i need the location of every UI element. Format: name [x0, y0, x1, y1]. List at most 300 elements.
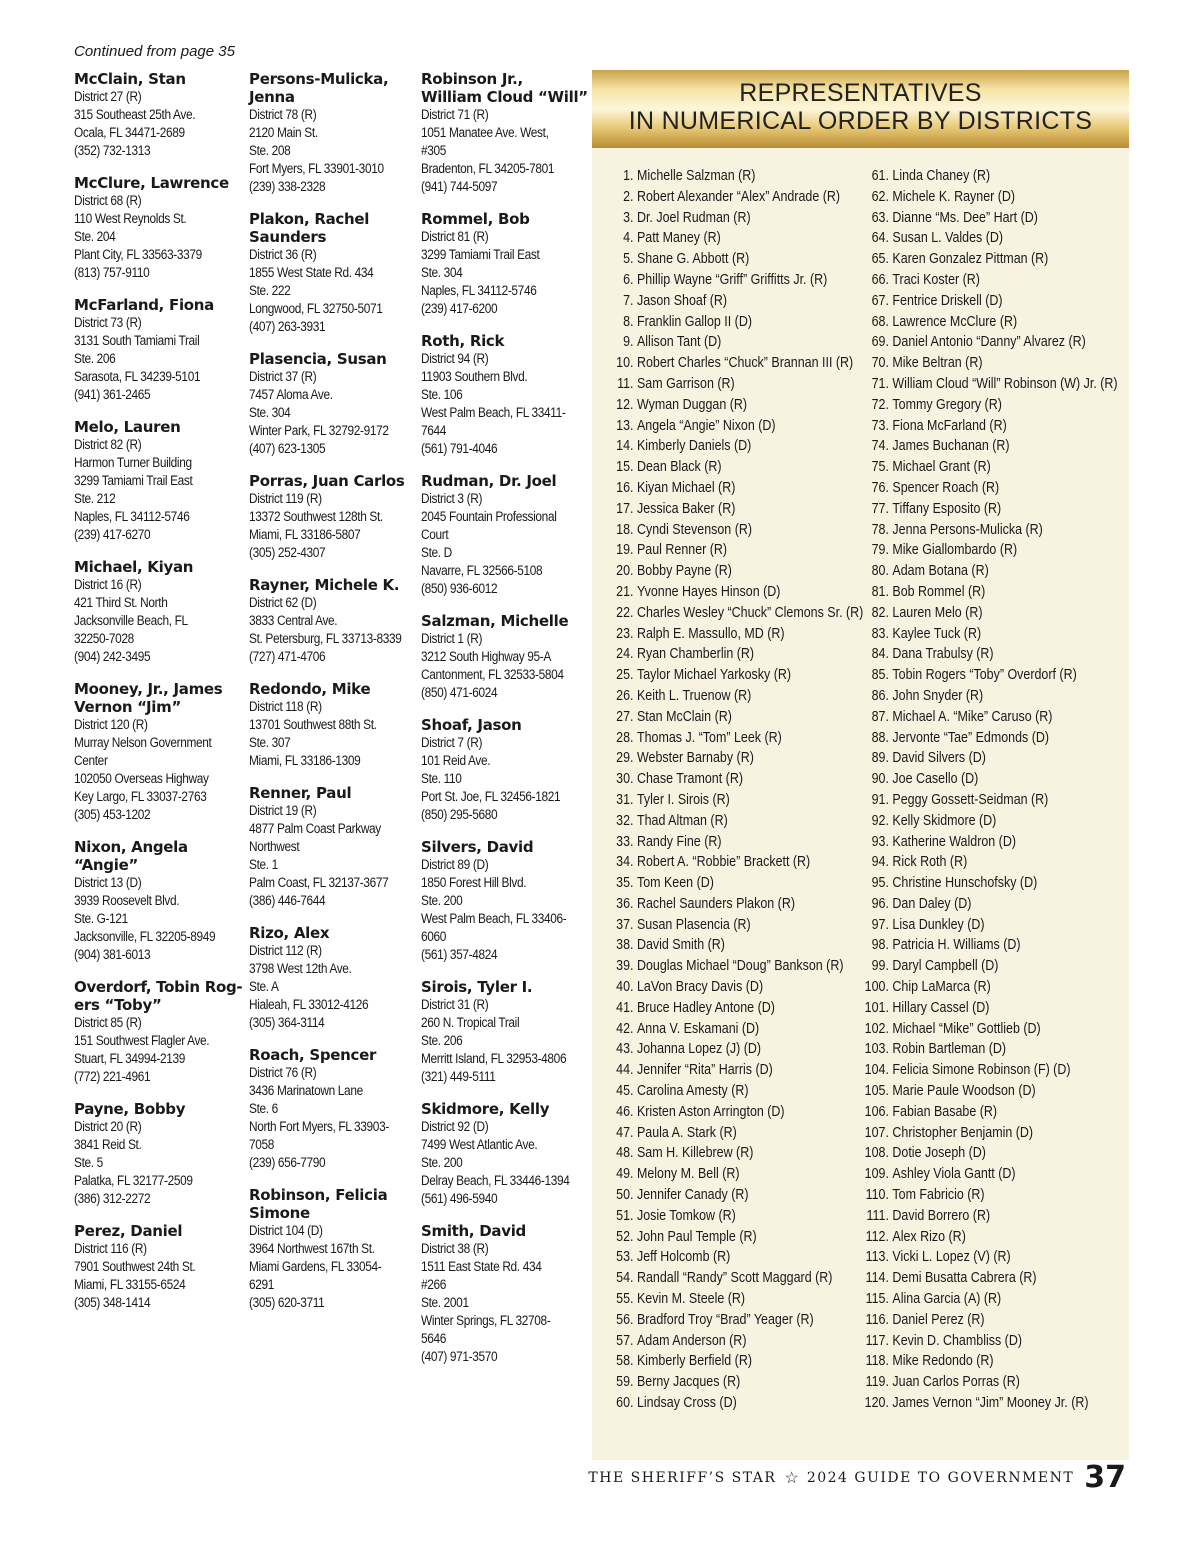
- member-contact-line: (727) 471-4706: [249, 649, 326, 664]
- rep-name: Lisa Dunkley (D): [892, 916, 985, 933]
- district-number: 94.: [871, 854, 889, 871]
- district-number: 30.: [616, 771, 634, 788]
- rep-name: Kelly Skidmore (D): [892, 812, 997, 829]
- district-number: 78.: [871, 521, 889, 538]
- rep-name: Dianne “Ms. Dee” Hart (D): [892, 209, 1038, 226]
- rep-name: Franklin Gallop II (D): [636, 313, 752, 330]
- rep-name: Mike Beltran (R): [892, 355, 983, 372]
- rep-list-item: [858, 644, 1118, 665]
- district-number: 103.: [864, 1041, 889, 1058]
- publication-name: THE SHERIFF’S STAR: [588, 1469, 777, 1486]
- member-contact-line: (813) 757-9110: [74, 265, 150, 280]
- member-contact-line: Jacksonville, FL 32205-8949: [74, 929, 216, 944]
- rep-name: Chip LaMarca (R): [892, 979, 991, 996]
- district-number: 84.: [871, 646, 889, 663]
- member-contact-line: Ste. 204: [74, 229, 116, 244]
- rep-list-item: [858, 935, 1118, 956]
- rep-list-item: [606, 416, 863, 437]
- rep-name: Tyler I. Sirois (R): [636, 791, 730, 808]
- member-contact-line: Miami Gardens, FL 33054-: [249, 1259, 382, 1274]
- member-contact-line: 7058: [249, 1137, 275, 1152]
- rep-name: Bruce Hadley Antone (D): [636, 999, 775, 1016]
- rep-list-item: [858, 478, 1118, 499]
- rep-name: Daniel Perez (R): [892, 1311, 985, 1328]
- member-contact-line: Ste. 304: [249, 405, 291, 420]
- district-number: 93.: [871, 833, 889, 850]
- member-contact-line: 3131 South Tamiami Trail: [74, 333, 200, 348]
- rep-name: Alex Rizo (R): [892, 1228, 966, 1245]
- rep-name: Angela “Angie” Nixon (D): [636, 417, 776, 434]
- member-district: District 92 (D): [421, 1119, 489, 1134]
- member-name: Roach, Spencer: [249, 1046, 377, 1064]
- member-contact-line: 6291: [249, 1277, 275, 1292]
- rep-list-item: [606, 1123, 863, 1144]
- rep-list-item: [858, 894, 1118, 915]
- district-number: 81.: [871, 583, 889, 600]
- member-contact-line: 102050 Overseas Highway: [74, 771, 209, 786]
- district-number: 115.: [865, 1291, 889, 1308]
- directory-entry: [421, 978, 591, 1086]
- district-number: 106.: [864, 1103, 889, 1120]
- member-contact-line: (239) 656-7790: [249, 1155, 326, 1170]
- member-district: District 81 (R): [421, 229, 489, 244]
- member-contact-line: (850) 471-6024: [421, 685, 498, 700]
- district-number: 20.: [616, 563, 634, 580]
- member-contact-line: Ste. 200: [421, 893, 463, 908]
- district-number: 99.: [871, 958, 889, 975]
- district-number: 101.: [864, 999, 889, 1016]
- district-number: 10.: [616, 355, 634, 372]
- rep-name: Wyman Duggan (R): [636, 396, 748, 413]
- district-number: 92.: [871, 812, 889, 829]
- district-number: 28.: [616, 729, 634, 746]
- rep-list-item: [858, 1164, 1118, 1185]
- rep-name: Charles Wesley “Chuck” Clemons Sr. (R): [636, 604, 864, 621]
- rep-list-item: [858, 1310, 1118, 1331]
- district-number: 119.: [865, 1374, 889, 1391]
- rep-name: Phillip Wayne “Griff” Griffitts Jr. (R): [636, 271, 828, 288]
- district-number: 97.: [871, 916, 889, 933]
- rep-list-item: [606, 998, 863, 1019]
- rep-name: Douglas Michael “Doug” Bankson (R): [636, 958, 844, 975]
- district-number: 32.: [616, 812, 634, 829]
- member-contact-line: Plant City, FL 33563-3379: [74, 247, 202, 262]
- directory-entry: [249, 210, 419, 336]
- district-number: 102.: [864, 1020, 889, 1037]
- member-contact-line: Longwood, FL 32750-5071: [249, 301, 383, 316]
- rep-name: Patricia H. Williams (D): [892, 937, 1021, 954]
- member-district: District 36 (R): [249, 247, 317, 262]
- panel-header: [592, 70, 1129, 148]
- rep-list-item: [858, 312, 1118, 333]
- district-number: 73.: [871, 417, 889, 434]
- member-contact-line: 6060: [421, 929, 447, 944]
- member-contact-line: 1855 West State Rd. 434: [249, 265, 374, 280]
- district-number: 46.: [616, 1103, 634, 1120]
- directory-entry: [421, 332, 591, 458]
- rep-name: Spencer Roach (R): [892, 479, 1000, 496]
- member-name: Nixon, Angela: [74, 838, 188, 856]
- rep-name: Keith L. Truenow (R): [636, 687, 752, 704]
- rep-list-item: [606, 1227, 863, 1248]
- rep-name: Marie Paule Woodson (D): [892, 1083, 1036, 1100]
- rep-name: Randy Fine (R): [636, 833, 722, 850]
- rep-list-item: [858, 540, 1118, 561]
- district-number: 9.: [623, 334, 634, 351]
- directory-entry: [421, 1222, 591, 1366]
- member-contact-line: (305) 453-1202: [74, 807, 151, 822]
- district-number: 56.: [616, 1311, 634, 1328]
- rep-list-item: [606, 374, 863, 395]
- member-contact-line: West Palm Beach, FL 33406-: [421, 911, 567, 926]
- member-contact-line: Ste. 208: [249, 143, 291, 158]
- rep-list-item: [858, 1372, 1118, 1393]
- rep-name: LaVon Bracy Davis (D): [636, 979, 764, 996]
- rep-name: Bradford Troy “Brad” Yeager (R): [636, 1311, 814, 1328]
- member-contact-line: West Palm Beach, FL 33411-: [421, 405, 566, 420]
- rep-list-item: [606, 187, 863, 208]
- member-name: Plasencia, Susan: [249, 350, 387, 368]
- member-name: Porras, Juan Carlos: [249, 472, 405, 490]
- district-number: 49.: [616, 1166, 634, 1183]
- rep-list-item: [858, 1227, 1118, 1248]
- member-contact-line: (386) 446-7644: [249, 893, 326, 908]
- district-number: 13.: [616, 417, 634, 434]
- rep-name: Lauren Melo (R): [892, 604, 983, 621]
- rep-list-item: [606, 624, 863, 645]
- rep-list-item: [858, 998, 1118, 1019]
- member-contact-line: (407) 623-1305: [249, 441, 326, 456]
- guide-title: 2024 GUIDE TO GOVERNMENT: [806, 1469, 1075, 1486]
- member-contact-line: 3212 South Highway 95-A: [421, 649, 551, 664]
- rep-list-item: [606, 1289, 863, 1310]
- district-number: 36.: [616, 895, 634, 912]
- member-district: District 19 (R): [249, 803, 317, 818]
- rep-name: John Paul Temple (R): [636, 1228, 757, 1245]
- member-contact-line: Winter Springs, FL 32708-: [421, 1313, 551, 1328]
- member-contact-line: Palatka, FL 32177-2509: [74, 1173, 193, 1188]
- district-number: 47.: [616, 1124, 634, 1141]
- member-name: William Cloud “Will”: [421, 88, 588, 106]
- member-contact-line: Merritt Island, FL 32953-4806: [421, 1051, 567, 1066]
- district-number: 50.: [616, 1187, 634, 1204]
- district-number: 111.: [866, 1207, 889, 1224]
- member-name: Vernon “Jim”: [74, 698, 182, 716]
- district-number: 44.: [616, 1062, 634, 1079]
- rep-name: Adam Botana (R): [892, 563, 989, 580]
- rep-name: Stan McClain (R): [636, 708, 732, 725]
- directory-entry: [74, 838, 244, 964]
- rep-name: Tobin Rogers “Toby” Overdorf (R): [892, 667, 1077, 684]
- rep-name: Cyndi Stevenson (R): [636, 521, 753, 538]
- rep-list-item: [606, 1247, 863, 1268]
- district-number: 76.: [871, 479, 889, 496]
- rep-name: Mike Giallombardo (R): [892, 542, 1018, 559]
- rep-list-right: [858, 166, 1160, 1414]
- rep-list-item: [858, 956, 1118, 977]
- rep-list-item: [606, 728, 863, 749]
- member-contact-line: Ocala, FL 34471-2689: [74, 125, 185, 140]
- directory-entry: [421, 70, 591, 196]
- member-contact-line: (561) 791-4046: [421, 441, 498, 456]
- member-contact-line: 1051 Manatee Ave. West,: [421, 125, 549, 140]
- district-number: 66.: [871, 271, 889, 288]
- member-contact-line: Miami, FL 33155-6524: [74, 1277, 186, 1292]
- member-name: Skidmore, Kelly: [421, 1100, 550, 1118]
- rep-list-item: [858, 1289, 1118, 1310]
- rep-name: Chase Tramont (R): [636, 771, 743, 788]
- directory-column-1: [74, 70, 244, 1326]
- directory-entry: [249, 350, 419, 458]
- rep-list-item: [858, 769, 1118, 790]
- rep-name: Katherine Waldron (D): [892, 833, 1016, 850]
- district-number: 120.: [864, 1395, 889, 1412]
- rep-list-item: [606, 1310, 863, 1331]
- district-number: 80.: [871, 563, 889, 580]
- district-number: 61.: [871, 168, 889, 184]
- district-number: 96.: [871, 895, 889, 912]
- rep-name: Bobby Payne (R): [636, 563, 732, 580]
- rep-list-item: [858, 395, 1118, 416]
- member-contact-line: (239) 417-6270: [74, 527, 151, 542]
- member-district: District 78 (R): [249, 107, 317, 122]
- rep-list-item: [606, 852, 863, 873]
- member-district: District 7 (R): [421, 735, 483, 750]
- district-number: 67.: [871, 292, 889, 309]
- member-contact-line: Ste. 5: [74, 1155, 103, 1170]
- rep-list-item: [858, 1143, 1118, 1164]
- member-contact-line: (407) 971-3570: [421, 1349, 498, 1364]
- member-contact-line: Ste. D: [421, 545, 452, 560]
- rep-name: David Smith (R): [636, 937, 725, 954]
- district-number: 90.: [871, 771, 889, 788]
- district-number: 19.: [616, 542, 634, 559]
- rep-name: Demi Busatta Cabrera (R): [892, 1270, 1037, 1287]
- member-contact-line: (321) 449-5111: [421, 1069, 496, 1084]
- district-number: 69.: [871, 334, 889, 351]
- rep-list-item: [858, 624, 1118, 645]
- district-number: 17.: [616, 500, 634, 517]
- member-contact-line: (305) 364-3114: [249, 1015, 325, 1030]
- member-contact-line: (305) 252-4307: [249, 545, 326, 560]
- rep-name: Lawrence McClure (R): [892, 313, 1018, 330]
- member-district: District 76 (R): [249, 1065, 317, 1080]
- member-contact-line: (239) 417-6200: [421, 301, 498, 316]
- rep-list-item: [858, 582, 1118, 603]
- rep-list-item: [606, 1081, 863, 1102]
- rep-name: Tom Keen (D): [636, 875, 714, 892]
- rep-list-item: [858, 1268, 1118, 1289]
- rep-list-item: [858, 686, 1118, 707]
- member-name: Shoaf, Jason: [421, 716, 522, 734]
- member-contact-line: Navarre, FL 32566-5108: [421, 563, 543, 578]
- rep-name: Dotie Joseph (D): [892, 1145, 986, 1162]
- member-contact-line: (305) 348-1414: [74, 1295, 151, 1310]
- rep-name: Patt Maney (R): [636, 230, 721, 247]
- rep-list-item: [606, 353, 863, 374]
- rep-list-item: [606, 166, 863, 187]
- rep-name: Dana Trabulsy (R): [892, 646, 994, 663]
- rep-list-item: [606, 811, 863, 832]
- member-contact-line: 7901 Southwest 24th St.: [74, 1259, 196, 1274]
- rep-list-item: [606, 686, 863, 707]
- directory-entry: [74, 558, 244, 666]
- district-number: 7.: [623, 292, 634, 309]
- rep-list-item: [858, 1331, 1118, 1352]
- member-name: Perez, Daniel: [74, 1222, 183, 1240]
- rep-name: Dr. Joel Rudman (R): [636, 209, 751, 226]
- member-contact-line: Murray Nelson Government: [74, 735, 212, 750]
- member-contact-line: Delray Beach, FL 33446-1394: [421, 1173, 570, 1188]
- rep-name: Jeff Holcomb (R): [636, 1249, 731, 1266]
- rep-name: James Vernon “Jim” Mooney Jr. (R): [892, 1395, 1089, 1412]
- rep-name: Carolina Amesty (R): [636, 1083, 749, 1100]
- member-contact-line: Sarasota, FL 34239-5101: [74, 369, 201, 384]
- member-name: Plakon, Rachel: [249, 210, 370, 228]
- rep-list-item: [606, 478, 863, 499]
- rep-list-item: [858, 1393, 1118, 1414]
- directory-entry: [421, 210, 591, 318]
- rep-name: Michael “Mike” Gottlieb (D): [892, 1020, 1041, 1037]
- member-contact-line: Hialeah, FL 33012-4126: [249, 997, 369, 1012]
- member-contact-line: (239) 338-2328: [249, 179, 326, 194]
- rep-name: Sam Garrison (R): [636, 375, 735, 392]
- rep-name: Taylor Michael Yarkosky (R): [636, 667, 792, 684]
- rep-list-item: [606, 1143, 863, 1164]
- member-contact-line: Ste. 212: [74, 491, 116, 506]
- rep-name: Susan Plasencia (R): [636, 916, 751, 933]
- member-contact-line: #305: [421, 143, 447, 158]
- member-contact-line: 2045 Fountain Professional: [421, 509, 557, 524]
- member-contact-line: Court: [421, 527, 449, 542]
- directory-entry: [249, 472, 419, 562]
- district-number: 27.: [616, 708, 634, 725]
- rep-name: Rick Roth (R): [892, 854, 968, 871]
- rep-list-item: [606, 457, 863, 478]
- district-number: 12.: [616, 396, 634, 413]
- rep-list-item: [606, 1102, 863, 1123]
- directory-entry: [249, 576, 419, 666]
- star-icon: ☆: [784, 1468, 799, 1487]
- rep-list-item: [606, 977, 863, 998]
- member-district: District 62 (D): [249, 595, 317, 610]
- member-contact-line: 3841 Reid St.: [74, 1137, 142, 1152]
- rep-name: Lindsay Cross (D): [636, 1395, 737, 1412]
- directory-entry: [249, 1046, 419, 1172]
- rep-list-item: [858, 1102, 1118, 1123]
- member-contact-line: Ste. 206: [421, 1033, 463, 1048]
- member-district: District 3 (R): [421, 491, 483, 506]
- district-number: 72.: [871, 396, 889, 413]
- district-number: 75.: [871, 459, 889, 476]
- member-name: Payne, Bobby: [74, 1100, 186, 1118]
- district-number: 25.: [616, 667, 634, 684]
- rep-name: Kristen Aston Arrington (D): [636, 1103, 785, 1120]
- rep-list-item: [606, 561, 863, 582]
- district-number: 62.: [871, 188, 889, 205]
- directory-entry: [74, 296, 244, 404]
- rep-name: William Cloud “Will” Robinson (W) Jr. (R): [892, 375, 1118, 392]
- member-contact-line: 7499 West Atlantic Ave.: [421, 1137, 538, 1152]
- rep-list-item: [606, 228, 863, 249]
- directory-entry: [74, 418, 244, 544]
- directory-entry: [249, 1186, 419, 1312]
- member-name: Jenna: [249, 88, 295, 106]
- rep-list-item: [858, 811, 1118, 832]
- member-contact-line: 3436 Marinatown Lane: [249, 1083, 363, 1098]
- rep-list-item: [606, 665, 863, 686]
- rep-name: Rachel Saunders Plakon (R): [636, 895, 795, 912]
- rep-name: Vicki L. Lopez (V) (R): [892, 1249, 1011, 1266]
- panel-title-line-1: REPRESENTATIVES: [739, 79, 982, 107]
- rep-list-item: [858, 707, 1118, 728]
- district-number: 59.: [616, 1374, 634, 1391]
- district-number: 14.: [616, 438, 634, 455]
- rep-name: Kevin D. Chambliss (D): [892, 1332, 1022, 1349]
- directory-entry: [74, 174, 244, 282]
- directory-entry: [421, 612, 591, 702]
- rep-list-item: [858, 249, 1118, 270]
- member-contact-line: 260 N. Tropical Trail: [421, 1015, 520, 1030]
- rep-name: Jenna Persons-Mulicka (R): [892, 521, 1043, 538]
- member-contact-line: Center: [74, 753, 108, 768]
- rep-name: Webster Barnaby (R): [636, 750, 754, 767]
- member-contact-line: (941) 744-5097: [421, 179, 498, 194]
- rep-name: Paul Renner (R): [636, 542, 728, 559]
- member-contact-line: 4877 Palm Coast Parkway: [249, 821, 381, 836]
- rep-name: Jervonte “Tae” Edmonds (D): [892, 729, 1050, 746]
- directory-entry: [249, 924, 419, 1032]
- rep-name: Christine Hunschofsky (D): [892, 875, 1038, 892]
- district-number: 15.: [616, 459, 634, 476]
- district-number: 77.: [871, 500, 889, 517]
- rep-list-item: [858, 1019, 1118, 1040]
- member-district: District 71 (R): [421, 107, 489, 122]
- rep-list-item: [858, 291, 1118, 312]
- member-contact-line: St. Petersburg, FL 33713-8339: [249, 631, 402, 646]
- directory-entry: [74, 978, 244, 1086]
- rep-name: Jason Shoaf (R): [636, 292, 728, 309]
- member-district: District 94 (R): [421, 351, 489, 366]
- rep-name: Robert A. “Robbie” Brackett (R): [636, 854, 811, 871]
- member-contact-line: (561) 496-5940: [421, 1191, 498, 1206]
- rep-list-item: [606, 582, 863, 603]
- member-contact-line: Stuart, FL 34994-2139: [74, 1051, 186, 1066]
- district-number: 22.: [616, 604, 634, 621]
- rep-list-item: [858, 790, 1118, 811]
- rep-list-item: [858, 1060, 1118, 1081]
- rep-name: Anna V. Eskamani (D): [636, 1020, 760, 1037]
- rep-name: Joe Casello (D): [892, 771, 979, 788]
- member-name: Sirois, Tyler I.: [421, 978, 533, 996]
- member-district: District 27 (R): [74, 89, 142, 104]
- rep-list-item: [606, 249, 863, 270]
- district-number: 86.: [871, 687, 889, 704]
- member-name: Rommel, Bob: [421, 210, 530, 228]
- rep-list-item: [606, 1206, 863, 1227]
- rep-name: Kimberly Berfield (R): [636, 1353, 752, 1370]
- rep-name: Jennifer “Rita” Harris (D): [636, 1062, 773, 1079]
- rep-list-item: [606, 1039, 863, 1060]
- rep-list-item: [606, 935, 863, 956]
- member-name: Overdorf, Tobin Rog-: [74, 978, 243, 996]
- rep-list-item: [606, 832, 863, 853]
- district-number: 117.: [865, 1332, 889, 1349]
- member-contact-line: (850) 295-5680: [421, 807, 498, 822]
- directory-entry: [421, 838, 591, 964]
- member-contact-line: Ste. 1: [249, 857, 278, 872]
- rep-name: Peggy Gossett-Seidman (R): [892, 791, 1049, 808]
